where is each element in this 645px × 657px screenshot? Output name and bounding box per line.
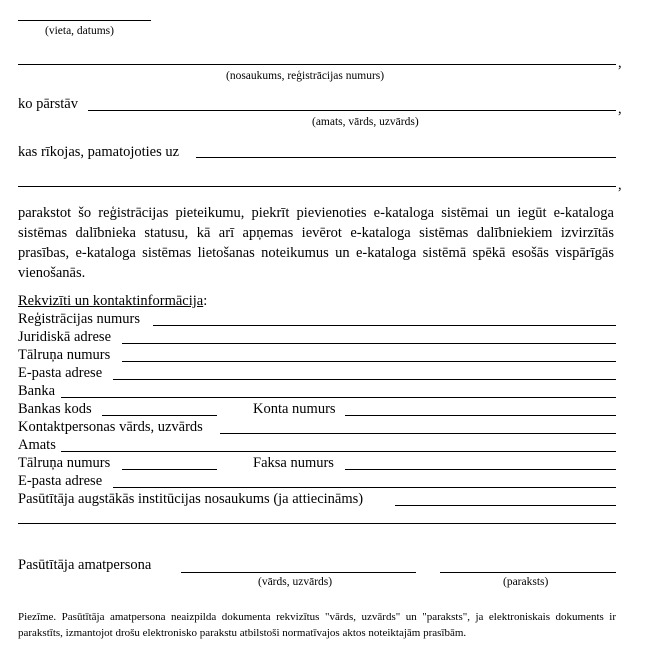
registration-number-field[interactable] xyxy=(153,325,616,326)
phone-number-label: Tālruņa numurs xyxy=(18,347,111,363)
requisites-heading-text: Rekvizīti un kontaktinformācija xyxy=(18,293,204,309)
official-signature-caption: (paraksts) xyxy=(503,576,549,588)
contact-person-label: Kontaktpersonas vārds, uzvārds xyxy=(18,419,203,435)
legal-address-label: Juridiskā adrese xyxy=(18,329,112,345)
phone-number-2-field[interactable] xyxy=(122,469,217,470)
official-signature-line[interactable] xyxy=(440,572,616,573)
email-address-2-label: E-pasta adrese xyxy=(18,473,103,489)
higher-institution-label: Pasūtītāja augstākās institūcijas nosaukums (ja attiecināms) xyxy=(18,491,364,507)
legal-address-field[interactable] xyxy=(122,343,616,344)
represented-by-comma: , xyxy=(618,101,622,117)
bank-label: Banka xyxy=(18,383,56,399)
position-field[interactable] xyxy=(61,451,616,452)
party-name-comma: , xyxy=(618,55,622,71)
bank-code-label: Bankas kods xyxy=(18,401,92,417)
place-date-caption: (vieta, datums) xyxy=(45,25,114,37)
represented-caption: (amats, vārds, uzvārds) xyxy=(312,116,419,128)
acting-on-line[interactable] xyxy=(196,157,616,158)
place-date-line[interactable] xyxy=(18,20,151,21)
email-address-label: E-pasta adrese xyxy=(18,365,103,381)
position-label: Amats xyxy=(18,437,56,453)
footnote: Piezīme. Pasūtītāja amatpersona neaizpilda dokumenta rekvizītus "vārds, uzvārds" un "paraksts", ja elektroniskais dokuments ir parakstīts, izmantojot drošu elektronisko parakstu atbilstoši normatīvajos aktos noteiktajām prasībām. xyxy=(18,611,616,639)
fax-number-field[interactable] xyxy=(345,469,616,470)
official-name-line[interactable] xyxy=(181,572,416,573)
requisites-heading-colon: : xyxy=(203,293,208,309)
party-name-line[interactable] xyxy=(18,64,616,65)
higher-institution-field[interactable] xyxy=(395,505,616,506)
higher-institution-field-2[interactable] xyxy=(18,523,616,524)
account-number-field[interactable] xyxy=(345,415,616,416)
bank-code-field[interactable] xyxy=(102,415,217,416)
requisites-heading xyxy=(18,293,207,310)
registration-number-label: Reģistrācijas numurs xyxy=(18,311,141,327)
fax-number-label: Faksa numurs xyxy=(253,455,334,471)
acting-on-line-2[interactable] xyxy=(18,186,616,187)
official-label: Pasūtītāja amatpersona xyxy=(18,557,152,573)
account-number-label: Konta numurs xyxy=(253,401,336,417)
phone-number-2-label: Tālruņa numurs xyxy=(18,455,111,471)
email-address-field[interactable] xyxy=(113,379,616,380)
represented-by-label: ko pārstāv xyxy=(18,96,78,112)
email-address-2-field[interactable] xyxy=(113,487,616,488)
represented-by-line[interactable] xyxy=(88,110,616,111)
acting-on-comma: , xyxy=(618,177,622,193)
contact-person-field[interactable] xyxy=(220,433,616,434)
agreement-paragraph: parakstot šo reģistrācijas pieteikumu, piekrīt pievienoties e-kataloga sistēmai un iegūt e-kataloga sistēmas dalībnieka statusu, kā arī apņemas ievērot e-kataloga sistēmas dalībniekiem izvirzītās prasības, e-kataloga sistēmas lietošanas noteikumus un e-kataloga sistēmā spēkā esošās vispārīgās vienošanās. xyxy=(18,205,614,281)
phone-number-field[interactable] xyxy=(122,361,616,362)
bank-field[interactable] xyxy=(61,397,616,398)
official-name-caption: (vārds, uzvārds) xyxy=(258,576,333,588)
acting-on-label: kas rīkojas, pamatojoties uz xyxy=(18,144,180,160)
party-name-caption: (nosaukums, reģistrācijas numurs) xyxy=(226,70,385,82)
